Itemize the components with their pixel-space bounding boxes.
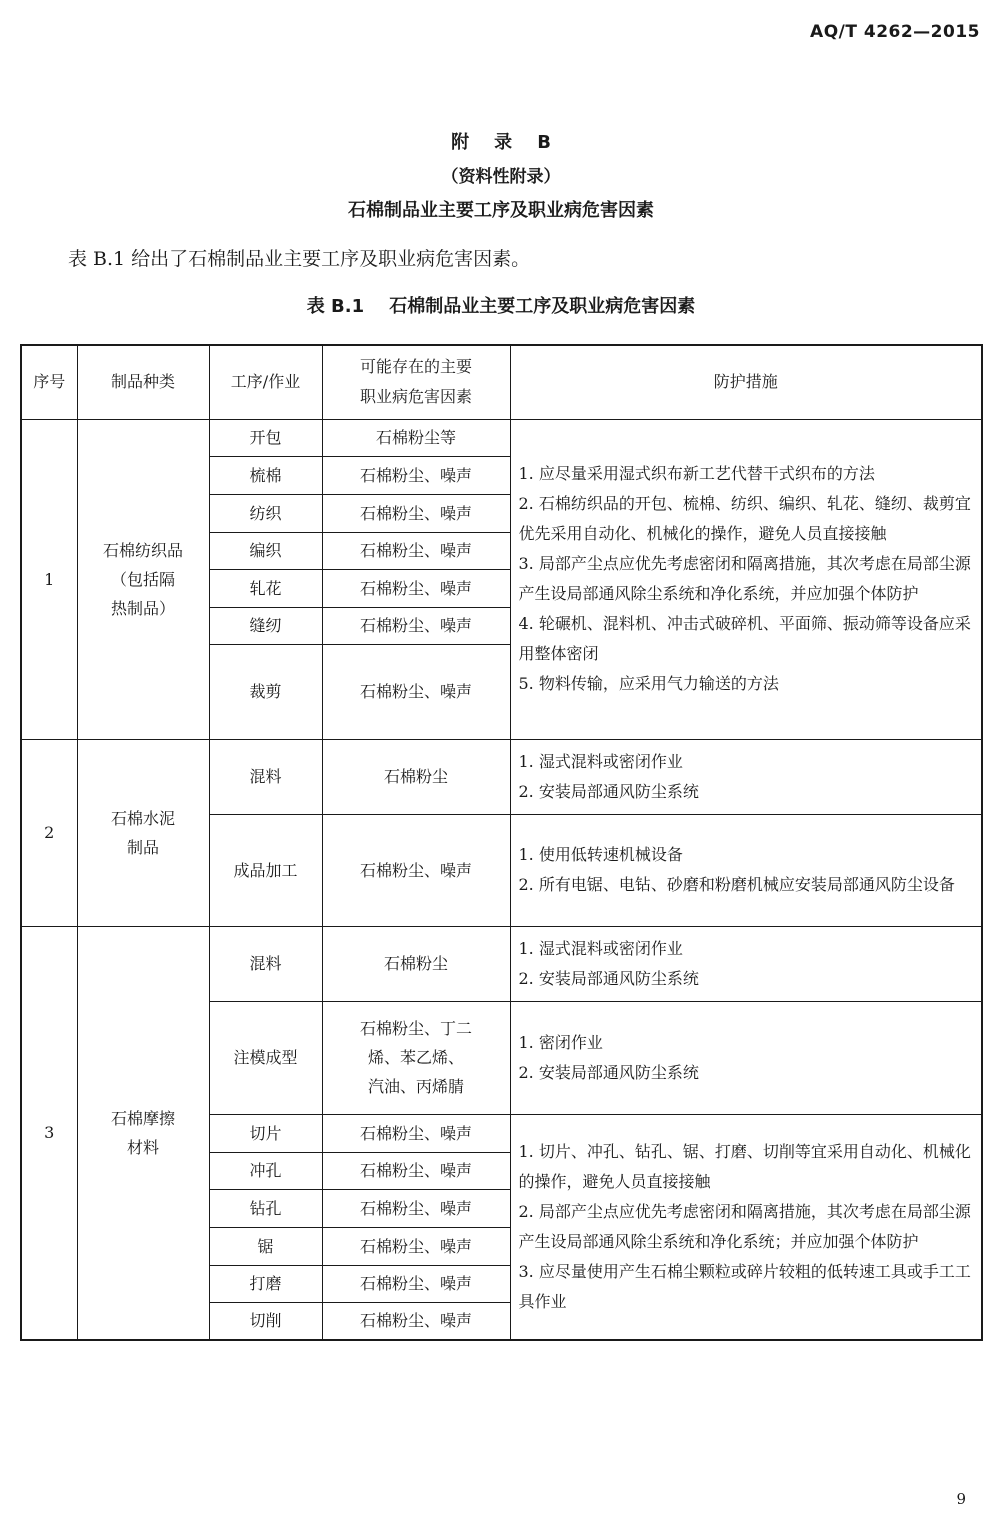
measure-item: 4. 轮碾机、混料机、冲击式破碎机、平面筛、振动筛等设备应采用整体密闭 [518, 614, 971, 663]
category-line: 热制品） [110, 598, 175, 618]
intro-paragraph: 表 B.1 给出了石棉制品业主要工序及职业病危害因素。 [68, 248, 531, 270]
process-cell: 编织 [209, 532, 322, 569]
factor-cell: 石棉粉尘、噪声 [322, 569, 510, 607]
measure-item: 1. 切片、冲孔、钻孔、锯、打磨、切削等宜采用自动化、机械化的操作，避免人员直接接触 [518, 1141, 971, 1191]
process-cell: 梳棉 [209, 456, 322, 494]
factor-cell: 石棉粉尘、噪声 [322, 1189, 510, 1227]
group-1-measures [510, 419, 982, 739]
measure-item: 2. 所有电锯、电钻、砂磨和粉磨机械应安装局部通风防尘设备 [518, 875, 955, 894]
process-cell: 缝纫 [209, 607, 322, 644]
process-cell: 纺织 [209, 494, 322, 532]
standard-code: AQ/T 4262—2015 [810, 22, 980, 42]
table-row [21, 926, 982, 1001]
group-2-no: 2 [21, 739, 77, 926]
factor-cell: 石棉粉尘 [322, 926, 510, 1001]
measure-item: 5. 物料传输，应采用气力输送的方法 [518, 674, 779, 693]
process-cell: 轧花 [209, 569, 322, 607]
measure-item: 1. 湿式混料或密闭作业 [518, 938, 683, 958]
process-cell: 打磨 [209, 1265, 322, 1302]
appendix-title: 石棉制品业主要工序及职业病危害因素 [348, 200, 654, 221]
factor-cell: 石棉粉尘、噪声 [322, 494, 510, 532]
measure-item: 1. 使用低转速机械设备 [518, 845, 683, 864]
category-line: 石棉纺织品 [102, 540, 183, 560]
category-line: 材料 [126, 1137, 159, 1157]
table-header-row [21, 345, 982, 419]
group-3-shared-measures [510, 1114, 982, 1340]
measure-item: 2. 安装局部通风防尘系统 [518, 1062, 699, 1082]
header-factor-line2: 职业病危害因素 [359, 387, 472, 407]
factor-cell: 石棉粉尘、噪声 [322, 456, 510, 494]
table-caption: 表 B.1 石棉制品业主要工序及职业病危害因素 [306, 296, 696, 317]
factor-line: 石棉粉尘、丁二 [359, 1019, 472, 1038]
process-cell: 锯 [209, 1227, 322, 1265]
measures-cell [510, 1001, 982, 1114]
measures-cell [510, 926, 982, 1001]
measure-item: 3. 局部产尘点应优先考虑密闭和隔离措施，其次考虑在局部尘源产生设局部通风除尘系统和净化系统，并应加强个体防护 [518, 554, 971, 603]
header-no: 序号 [21, 345, 77, 419]
group-1-no: 1 [21, 419, 77, 739]
factor-cell: 石棉粉尘、噪声 [322, 1265, 510, 1302]
factor-cell: 石棉粉尘、噪声 [322, 1302, 510, 1340]
measure-item: 2. 安装局部通风防尘系统 [518, 781, 699, 801]
category-line: 石棉水泥 [110, 808, 175, 828]
process-cell: 混料 [209, 926, 322, 1001]
measure-item: 2. 安装局部通风防尘系统 [518, 968, 699, 988]
factor-cell: 石棉粉尘、噪声 [322, 607, 510, 644]
process-cell: 切削 [209, 1302, 322, 1340]
category-line: （包括隔 [110, 569, 175, 589]
measure-item: 1. 应尽量采用湿式织布新工艺代替干式织布的方法 [518, 464, 875, 483]
group-3-no: 3 [21, 926, 77, 1340]
header-process: 工序/作业 [209, 345, 322, 419]
appendix-type: （资料性附录） [441, 167, 561, 187]
measure-item: 2. 石棉纺织品的开包、梳棉、纺织、编织、轧花、缝纫、裁剪宜优先采用自动化、机械化的操作，避免人员直接接触 [518, 494, 971, 543]
factor-cell: 石棉粉尘、噪声 [322, 1114, 510, 1152]
appendix-label: 附 录 B [451, 132, 551, 153]
factor-cell: 石棉粉尘 [322, 739, 510, 814]
process-cell: 混料 [209, 739, 322, 814]
measure-item: 1. 湿式混料或密闭作业 [518, 751, 683, 771]
factor-cell [322, 1001, 510, 1114]
factor-cell: 石棉粉尘等 [322, 419, 510, 456]
header-category: 制品种类 [77, 345, 209, 419]
process-cell: 冲孔 [209, 1152, 322, 1189]
measure-item: 2. 局部产尘点应优先考虑密闭和隔离措施，其次考虑在局部尘源产生设局部通风除尘系统和净化系统；并应加强个体防护 [518, 1201, 971, 1251]
measures-cell [510, 814, 982, 926]
category-line: 制品 [126, 837, 159, 857]
table-row [21, 419, 982, 456]
group-2-category [77, 739, 209, 926]
group-3-category [77, 926, 209, 1340]
hazard-table [20, 344, 983, 1341]
process-cell: 钻孔 [209, 1189, 322, 1227]
header-factor [322, 345, 510, 419]
factor-cell: 石棉粉尘、噪声 [322, 644, 510, 739]
table-row [21, 739, 982, 814]
header-measures: 防护措施 [510, 345, 982, 419]
process-cell: 注模成型 [209, 1001, 322, 1114]
factor-cell: 石棉粉尘、噪声 [322, 532, 510, 569]
factor-line: 汽油、丙烯腈 [367, 1077, 464, 1096]
header-factor-line1: 可能存在的主要 [359, 357, 472, 377]
measure-item: 1. 密闭作业 [518, 1032, 603, 1052]
category-line: 石棉摩擦 [110, 1108, 175, 1128]
factor-cell: 石棉粉尘、噪声 [322, 814, 510, 926]
process-cell: 开包 [209, 419, 322, 456]
process-cell: 裁剪 [209, 644, 322, 739]
measure-item: 3. 应尽量使用产生石棉尘颗粒或碎片较粗的低转速工具或手工工具作业 [518, 1261, 971, 1311]
measures-cell [510, 739, 982, 814]
factor-cell: 石棉粉尘、噪声 [322, 1152, 510, 1189]
process-cell: 切片 [209, 1114, 322, 1152]
group-1-category [77, 419, 209, 739]
factor-cell: 石棉粉尘、噪声 [322, 1227, 510, 1265]
process-cell: 成品加工 [209, 814, 322, 926]
factor-line: 烯、苯乙烯、 [367, 1048, 464, 1067]
page-number: 9 [956, 1490, 966, 1508]
